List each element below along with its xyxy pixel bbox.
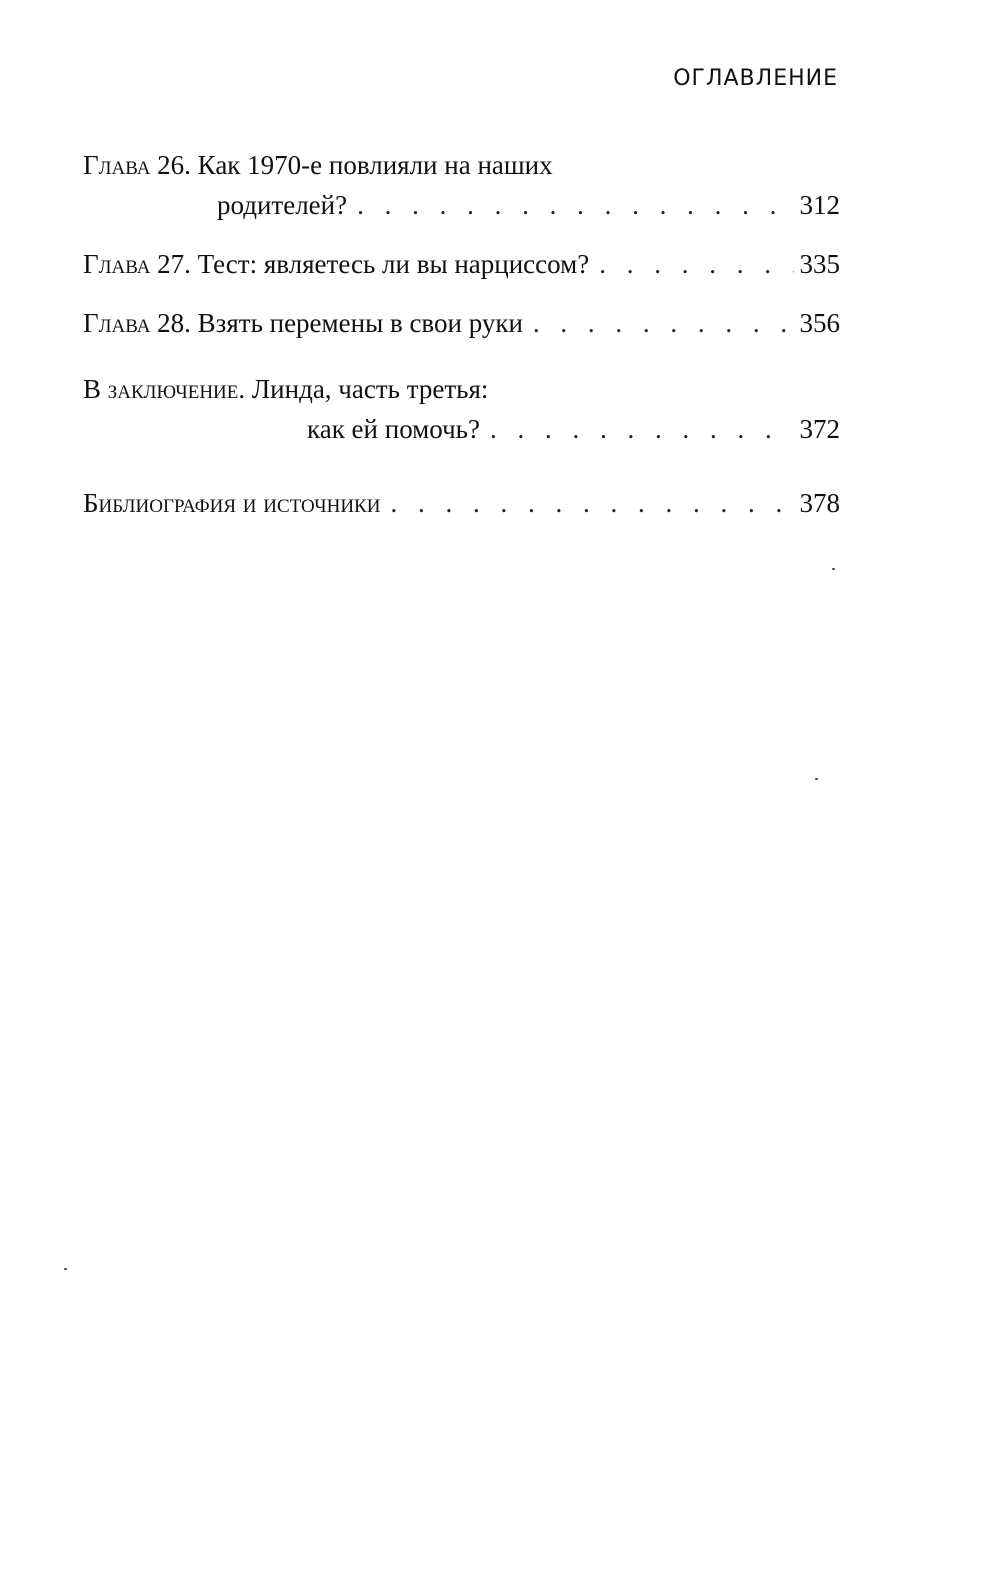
chapter-label: Глава 28. <box>83 308 191 338</box>
running-head: ОГЛАВЛЕНИЕ <box>673 66 838 91</box>
scan-speck <box>64 1268 67 1270</box>
page-number: 356 <box>799 308 840 338</box>
toc-entry-first-line <box>83 369 840 409</box>
section-title: Линда, часть третья: <box>251 374 489 404</box>
page-number: 372 <box>799 414 840 444</box>
toc-entry-chapter-26[interactable] <box>83 145 840 225</box>
chapter-title: Тест: являетесь ли вы нарциссом? <box>197 249 590 279</box>
chapter-label: Глава 27. <box>83 249 191 279</box>
toc-entry-line <box>83 303 840 343</box>
toc-entry-second-line <box>83 185 840 225</box>
table-of-contents <box>83 145 840 523</box>
toc-entry-line <box>83 244 840 284</box>
dot-leader <box>357 185 793 225</box>
chapter-title: Взять перемены в свои руки <box>197 308 523 338</box>
toc-entry-second-line <box>83 409 840 449</box>
section-label: Библиография и источники <box>83 488 381 518</box>
section-label: В заключение. <box>83 374 246 404</box>
dot-leader <box>490 409 794 449</box>
toc-entry-chapter-28[interactable] <box>83 303 840 343</box>
toc-entry-bibliography[interactable] <box>83 483 840 523</box>
scan-speck <box>832 568 835 570</box>
dot-leader <box>599 244 793 284</box>
toc-entry-line <box>83 483 840 523</box>
page-number: 335 <box>799 249 840 279</box>
toc-entry-first-line <box>83 145 840 185</box>
section-title-continued: как ей помочь? <box>307 414 480 444</box>
page-number: 312 <box>799 190 840 220</box>
dot-leader <box>533 303 794 343</box>
toc-entry-conclusion[interactable] <box>83 369 840 449</box>
scan-speck <box>815 778 818 780</box>
dot-leader <box>390 483 793 523</box>
chapter-label: Глава 26. <box>83 150 191 180</box>
chapter-title-continued: родителей? <box>217 190 348 220</box>
toc-entry-chapter-27[interactable] <box>83 244 840 284</box>
page-number: 378 <box>799 488 840 518</box>
chapter-title: Как 1970-е повлияли на наших <box>197 150 553 180</box>
